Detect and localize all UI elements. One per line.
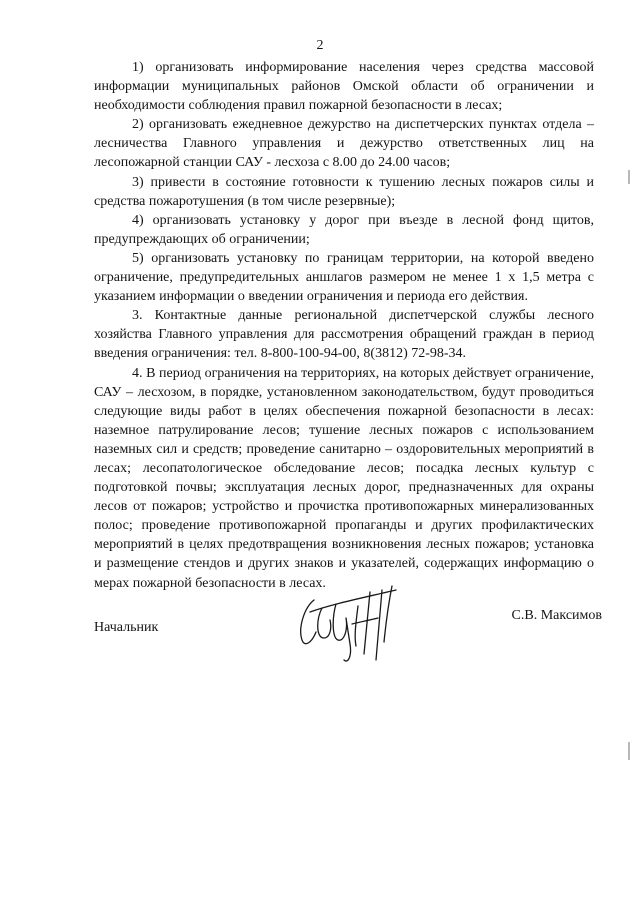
paragraph-section-4: 4. В период ограничения на территориях, на которых действует ограничение, САУ – лесхозом, в порядке, установленном законодательством, будут проводиться следующие виды работ в целях обеспечения пожарной безопасности в лесах: наземное патрулирование лесов; тушение лесных пожаров с использованием наземных сил и средств; проведение санитарно – оздоровительных мероприятий в лесах; лесопатологическое обследование лесов; посадка лесных культур с подготовкой почвы; эксплуатация лесных дорог, предназначенных для охраны лесов от пожаров; устройство и прочистка противопожарных минерализованных полос; проведение противопожарной пропаганды и других профилактических мероприятий в целях предотвращения возникновения лесных пожаров; установка и размещение стендов и других знаков и указателей, содержащих информацию о мерах пожарной безопасности в лесах. [94, 365, 594, 591]
signature-block [94, 582, 602, 672]
paragraph-item-2: 2) организовать ежедневное дежурство на диспетчерских пунктах отдела – лесничества Главного управления и дежурство ответственных лиц на лесопожарной станции САУ - лесхоза с 8.00 до 24.00 часов; [94, 117, 594, 171]
handwritten-signature [292, 582, 410, 668]
paragraph-item-4: 4) организовать установку у дорог при въезде в лесной фонд щитов, предупреждающих об ограничении; [94, 212, 594, 247]
paragraph-item-3: 3) привести в состояние готовности к тушению лесных пожаров силы и средства пожаротушения (в том числе резервные); [94, 174, 594, 209]
paragraph-item-5: 5) организовать установку по границам территории, на которой введено ограничение, предупредительных аншлагов размером не менее 1 х 1,5 метра с указанием информации о введении ограничения и периода его действия. [94, 250, 594, 305]
signer-name: С.В. Максимов [511, 608, 602, 623]
signer-title: Начальник [94, 620, 159, 635]
paragraph-item-1: 1) организовать информирование населения через средства массовой информации муниципальных районов Омской области об ограничении и необходимости соблюдения правил пожарной безопасности в лесах; [94, 60, 594, 114]
scan-edge-mark [628, 170, 630, 184]
document-body [94, 58, 594, 593]
page-number: 2 [316, 38, 324, 53]
scan-edge-mark [628, 742, 630, 760]
paragraph-section-3: 3. Контактные данные региональной диспетчерской службы лесного хозяйства Главного управления для рассмотрения обращений граждан в период введения ограничения: тел. 8-800-100-94-00, 8(3812) 72-98-34. [94, 308, 594, 362]
